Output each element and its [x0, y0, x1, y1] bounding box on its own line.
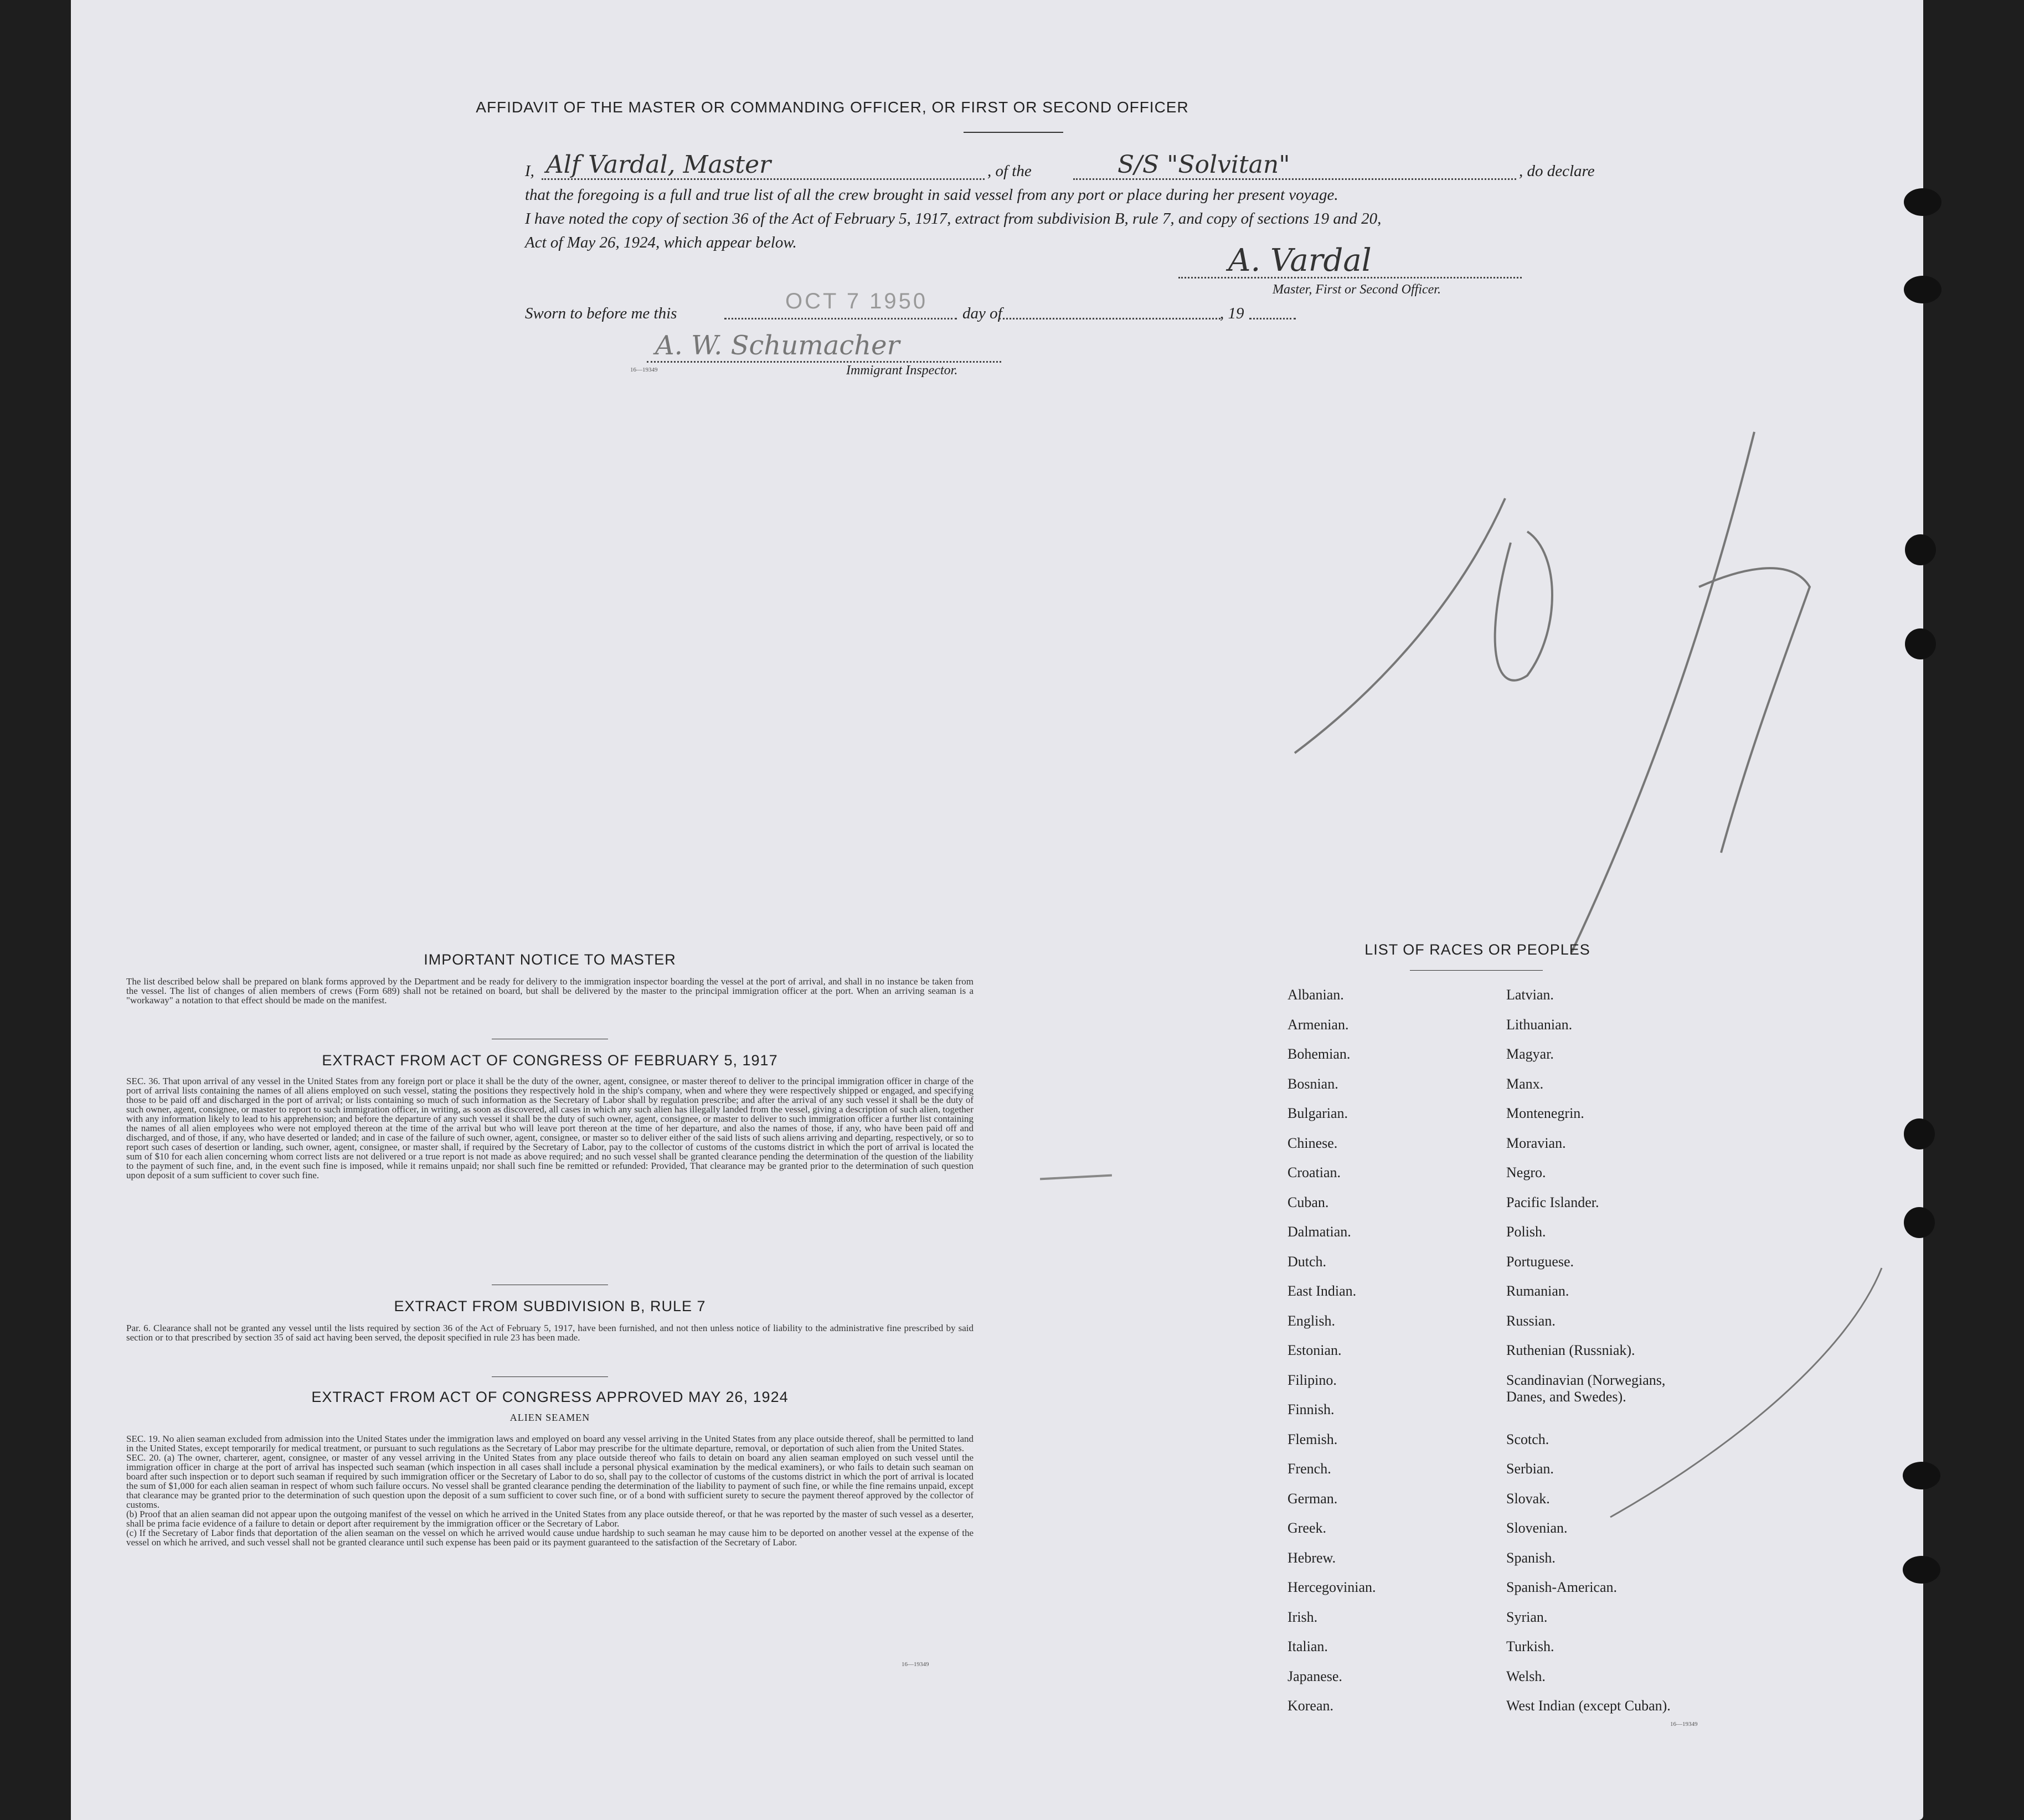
- punch-hole: [1904, 276, 1941, 303]
- race-item: Korean.: [1287, 1698, 1334, 1714]
- race-item: Armenian.: [1287, 1016, 1349, 1033]
- month-line: [999, 318, 1220, 319]
- sworn-label: Sworn to before me this: [525, 305, 677, 322]
- affidavit-line-3: I have noted the copy of section 36 of the Act of February 5, 1917, extract from subdivision B, rule 7, and copy of sections 19 and 20,: [525, 210, 1382, 228]
- race-item: Hercegovinian.: [1287, 1579, 1376, 1595]
- master-signature: A. Vardal: [1228, 243, 1372, 279]
- vessel-name-line: [1073, 178, 1516, 180]
- race-item: Estonian.: [1287, 1342, 1342, 1358]
- master-name-line: [542, 178, 985, 180]
- affidavit-title: AFFIDAVIT OF THE MASTER OR COMMANDING OFFICER, OR FIRST OR SECOND OFFICER: [476, 99, 1189, 116]
- rule-7-text: Par. 6. Clearance shall not be granted any vessel until the lists required by section 36 of the Act of February 5, 1917, have been furnished, and not then unless notice of liability to the administrative fine prescribed by said section or to that prescribed by section 35 of said act having been served, the deposit specified in rule 23 has been made.: [126, 1323, 974, 1343]
- punch-hole: [1903, 1556, 1940, 1584]
- notice-text: The list described below shall be prepared on blank forms approved by the Department and be ready for delivery to the immigration inspector boarding the vessel at the port of arrival, and shall in no instance be taken from the vessel. The list of changes of alien members of crews (Form 689) shall not be retained on board, but shall be delivered by the master to the principal immigration officer at the port. When an arriving seaman is a "workaway" a notation to that effect should be made on the manifest.: [126, 976, 974, 1006]
- annotation-stroke-7: [1699, 568, 1810, 853]
- race-item: Negro.: [1506, 1164, 1546, 1180]
- punch-hole: [1903, 1462, 1940, 1489]
- race-item: Scotch.: [1506, 1431, 1549, 1447]
- race-item: Croatian.: [1287, 1164, 1341, 1180]
- race-item: West Indian (except Cuban).: [1506, 1698, 1671, 1714]
- race-item: Serbian.: [1506, 1461, 1554, 1477]
- race-item: Latvian.: [1506, 987, 1554, 1003]
- races-heading: LIST OF RACES OR PEOPLES: [1364, 941, 1590, 958]
- extract-1917-text: SEC. 36. That upon arrival of any vessel in the United States from any foreign port or place it shall be the duty of the owner, agent, consignee, or master thereof to deliver to the principal immigration officer in charge of the port of arrival lists containing the names of all aliens employed on such vessel, stating the positions they respectively hold in the ship's company, when and where they were respectively shipped or engaged, and specifying those to be paid off and discharged in the port of arrival; or lists containing so much of such information as the Secretary of Labor shall by regulation prescribe; and after the arrival of any such vessel it shall be the duty of such owner, agent, consignee, or master to report to such immigration officer, in writing, as soon as discovered, all cases in which any such alien has illegally landed from the vessel, giving a description of such alien, together with any information likely to lead to his apprehension; and before the departure of any such vessel it shall be the duty of such owner, agent, consignee, or master to deliver to such immigration officer a further list containing the names of all alien employees who were not employed thereon at the time of the arrival but who will leave port thereon at the time of her departure, and also the names of those, if any, who have been paid off and discharged, and of those, if any, who have deserted or landed; and in case of the failure of such owner, agent, consignee, or master so to deliver either of the said lists of such aliens arriving and departing, respectively, or so to report such cases of desertion or landing, such owner, agent, consignee, or master shall, if required by the Secretary of Labor, pay to the collector of customs of the customs district in which the port of arrival is located the sum of $10 for each alien concerning whom correct lists are not delivered or a true report is not made as above required; and no such vessel shall be granted clearance pending the determination of the question of the liability to the payment of such fine, and, in the event such fine is imposed, while it remains unpaid; nor shall such fine be remitted or refunded: Provided, That clearance may be granted prior to the determination of such question upon deposit of a sum sufficient to cover such fine.: [126, 1076, 974, 1180]
- rule-7-divider: [492, 1376, 608, 1377]
- sworn-day-line: [724, 318, 957, 319]
- day-of-label: day of: [962, 305, 1002, 322]
- race-item: Italian.: [1287, 1638, 1328, 1654]
- punch-hole: [1904, 188, 1941, 216]
- year-label: , 19: [1220, 305, 1244, 322]
- section-19-text: SEC. 19. No alien seaman excluded from admission into the United States under the immigration laws and employed on board any vessel arriving in the United States from any place outside thereof, shall be permitted to land in the United States, except temporarily for medical treatment, or pursuant to such regulations as the Secretary of Labor may prescribe for the ultimate departure, removal, or deportation of such alien from the United States.: [126, 1434, 974, 1453]
- inspector-line: [647, 361, 1001, 363]
- race-item: Turkish.: [1506, 1638, 1554, 1654]
- punch-hole: [1905, 534, 1936, 565]
- race-item: Hebrew.: [1287, 1549, 1336, 1566]
- race-item: Japanese.: [1287, 1668, 1342, 1684]
- title-divider: [964, 132, 1063, 133]
- race-list-pen-stroke: [1594, 1262, 1904, 1528]
- race-item: Chinese.: [1287, 1135, 1338, 1151]
- of-the-label: , of the: [987, 162, 1032, 180]
- notice-heading: IMPORTANT NOTICE TO MASTER: [424, 951, 676, 968]
- race-item: Slovenian.: [1506, 1520, 1568, 1536]
- races-form-number: 16—19349: [1670, 1721, 1698, 1728]
- race-item: Portuguese.: [1506, 1253, 1574, 1270]
- race-item: Spanish.: [1506, 1549, 1556, 1566]
- section-20c-text: (c) If the Secretary of Labor finds that deportation of the alien seaman on the vessel on which he arrived would cause undue hardship to such seaman he may cause him to be deported on another vessel at the expense of the vessel on which he arrived, and such vessel shall not be granted clearance until such expense has been paid or its payment guaranteed to the satisfaction of the Secretary of Labor.: [126, 1528, 974, 1548]
- punch-hole: [1905, 628, 1936, 659]
- signature-caption: Master, First or Second Officer.: [1273, 282, 1441, 297]
- master-name-handwritten: Alf Vardal, Master: [546, 151, 771, 179]
- inspector-signature: A. W. Schumacher: [655, 330, 900, 361]
- race-item: French.: [1287, 1461, 1331, 1477]
- date-stamp: OCT 7 1950: [785, 289, 928, 313]
- race-item: Lithuanian.: [1506, 1016, 1573, 1033]
- race-item: Dalmatian.: [1287, 1224, 1351, 1240]
- signature-line: [1178, 277, 1522, 279]
- race-item: English.: [1287, 1312, 1335, 1329]
- race-item: Slovak.: [1506, 1490, 1550, 1507]
- document-page: [71, 0, 1923, 1820]
- race-item: Scandinavian (Norwegians, Danes, and Swedes).: [1506, 1372, 1666, 1405]
- race-item: East Indian.: [1287, 1283, 1357, 1299]
- affidavit-line-4: Act of May 26, 1924, which appear below.: [525, 234, 797, 251]
- race-item: Cuban.: [1287, 1194, 1329, 1210]
- race-item: Filipino.: [1287, 1372, 1337, 1388]
- affidavit-line-2: that the foregoing is a full and true list of all the crew brought in said vessel from any port or place during her present voyage.: [525, 186, 1338, 204]
- race-item: Spanish-American.: [1506, 1579, 1618, 1595]
- race-item: Dutch.: [1287, 1253, 1327, 1270]
- affidavit-statement: [525, 151, 1649, 255]
- annotation-stroke-0: [1495, 532, 1552, 680]
- race-item: Albanian.: [1287, 987, 1344, 1003]
- races-divider: [1410, 970, 1543, 971]
- extract-form-number: 16—19349: [902, 1661, 929, 1668]
- inspector-form-number: 16—19349: [630, 367, 658, 373]
- race-item: Polish.: [1506, 1224, 1546, 1240]
- affidavit-i: I,: [525, 162, 534, 180]
- race-item: Russian.: [1506, 1312, 1556, 1329]
- race-item: Rumanian.: [1506, 1283, 1569, 1299]
- race-item: Flemish.: [1287, 1431, 1338, 1447]
- race-item: Manx.: [1506, 1075, 1544, 1092]
- alien-seamen-subheading: ALIEN SEAMEN: [509, 1412, 590, 1423]
- race-item: Syrian.: [1506, 1608, 1548, 1625]
- pen-stroke-line: [1610, 1268, 1882, 1517]
- extract-1917-heading: EXTRACT FROM ACT OF CONGRESS OF FEBRUARY 5, 1917: [322, 1052, 778, 1069]
- section-20b-text: (b) Proof that an alien seaman did not appear upon the outgoing manifest of the vessel on which he arrived in the United States from any place outside thereof, or that he was reported by the master of such vessel as a deserter, shall be prima facie evidence of a failure to detain or deport after requirement by the immigration officer or the Secretary of Labor.: [126, 1509, 974, 1529]
- punch-hole: [1904, 1118, 1935, 1149]
- race-item: Ruthenian (Russniak).: [1506, 1342, 1635, 1358]
- annotation-stroke-1: [1295, 498, 1505, 753]
- race-item: Greek.: [1287, 1520, 1327, 1536]
- race-item: Bosnian.: [1287, 1075, 1338, 1092]
- do-declare-label: , do declare: [1519, 162, 1595, 180]
- race-item: Irish.: [1287, 1608, 1318, 1625]
- race-item: Bohemian.: [1287, 1046, 1351, 1062]
- race-item: Welsh.: [1506, 1668, 1546, 1684]
- race-item: Finnish.: [1287, 1401, 1335, 1417]
- extract-1924-heading: EXTRACT FROM ACT OF CONGRESS APPROVED MAY 26, 1924: [311, 1389, 789, 1405]
- rule-7-heading: EXTRACT FROM SUBDIVISION B, RULE 7: [394, 1298, 706, 1314]
- race-item: Montenegrin.: [1506, 1105, 1584, 1121]
- vessel-name-handwritten: S/S "Solvitan": [1117, 151, 1290, 179]
- race-item: Moravian.: [1506, 1135, 1566, 1151]
- punch-hole: [1904, 1207, 1935, 1238]
- inspector-caption: Immigrant Inspector.: [846, 363, 958, 378]
- extract-1924-body: [126, 1434, 974, 1547]
- section-20a-text: SEC. 20. (a) The owner, charterer, agent, consignee, or master of any vessel arriving in the United States from any place outside thereof who fails to detain on board any alien seaman employed on such vessel until the immigration officer in charge at the port of arrival has inspected such seaman (which inspection in all cases shall include a personal physical examination by the medical examiners), or who fails to detain such seaman on board after such inspection or to deport such seaman if required by such immigration officer or the Secretary of Labor to do so, shall pay to the collector of customs of the customs district in which the port of arrival is located the sum of $1,000 for each alien seaman in respect of whom such failure occurs. No vessel shall be granted clearance pending the determination of the liability to payment of such fine, or while the fine remains unpaid, except that clearance may be granted prior to the determination of such question upon the deposit of a sum sufficient to cover such fine, or of a bond with sufficient surety to secure the payment thereof approved by the collector of customs.: [126, 1452, 974, 1510]
- race-item: Pacific Islander.: [1506, 1194, 1599, 1210]
- race-item: German.: [1287, 1490, 1338, 1507]
- year-line: [1249, 318, 1296, 319]
- race-item: Magyar.: [1506, 1046, 1554, 1062]
- race-item: Bulgarian.: [1287, 1105, 1348, 1121]
- annotation-stroke-slash: [1572, 432, 1754, 952]
- stray-mark: [1040, 1174, 1112, 1180]
- handwritten-annotation: [1261, 421, 1871, 1085]
